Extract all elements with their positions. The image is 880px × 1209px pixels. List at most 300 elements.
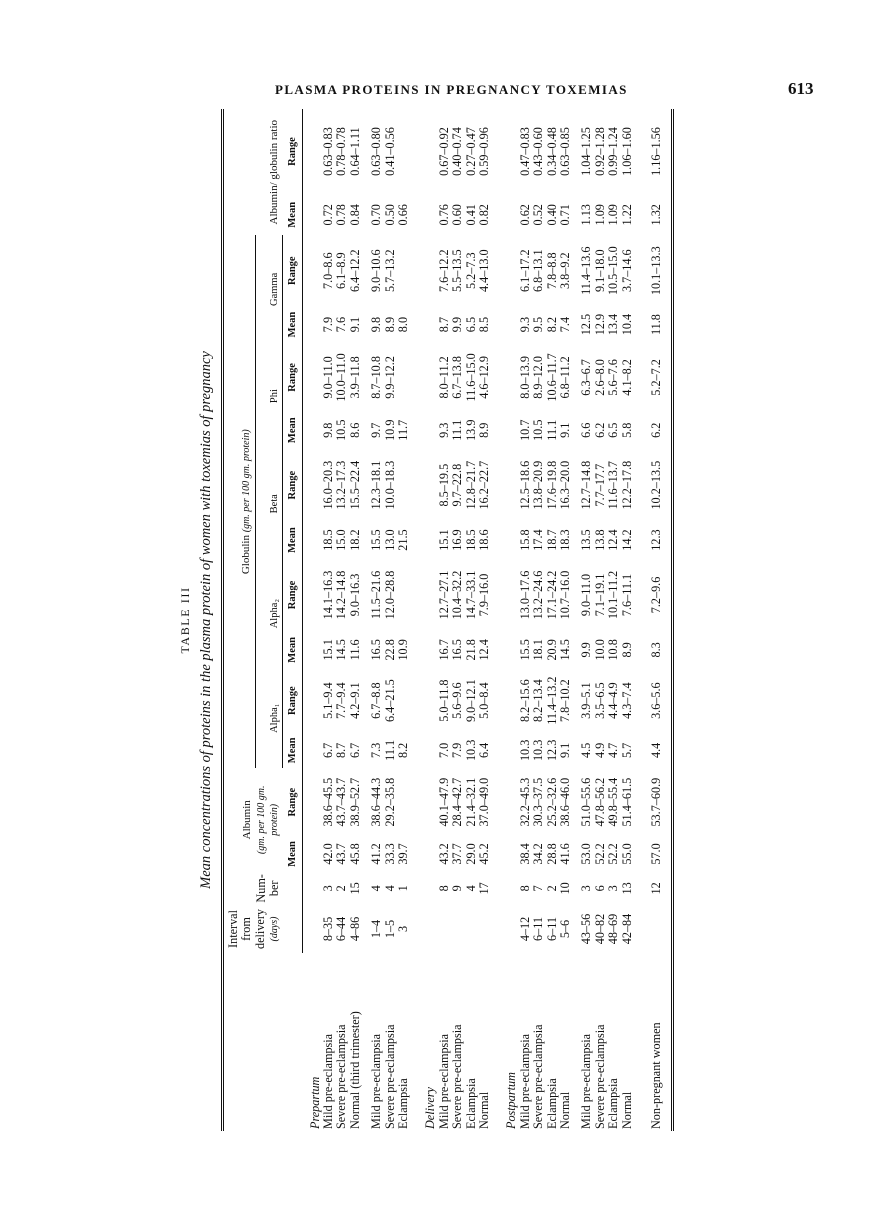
- table-row: [438, 109, 451, 1131]
- cell-g-range: 5.2–7.3: [463, 252, 478, 289]
- cell-alb-range: 37.0–49.0: [477, 777, 491, 827]
- table-row: [607, 109, 620, 1131]
- cell-interval: [465, 905, 478, 953]
- globulin-header: Globulin (gm. per 100 gm. protein): [223, 235, 256, 767]
- cell-n: 6: [592, 885, 607, 892]
- cell-n: 7: [531, 885, 546, 892]
- cell-alb-mean: 41.2: [369, 843, 384, 865]
- cell-a2-mean: 16.5: [450, 639, 465, 661]
- cell-a2-mean: 9.9: [579, 642, 594, 658]
- cell-a1-range: 3.6–5.6: [649, 682, 664, 719]
- cell-phi-mean: 6.5: [606, 422, 621, 438]
- cell-r-mean: 0.52: [531, 204, 546, 226]
- cell-alb-mean: 28.8: [544, 843, 559, 865]
- cell-b-mean: 14.2: [619, 529, 634, 551]
- page-number: 613: [788, 79, 814, 98]
- cell-a2-mean: 11.6: [347, 639, 362, 661]
- cell-b-mean: 13.5: [579, 529, 594, 551]
- cell-phi-mean: 11.1: [544, 419, 559, 441]
- cell-n: 13: [619, 882, 634, 895]
- cell-n: 4: [369, 885, 384, 892]
- cell-r-range: 0.59–0.96: [477, 127, 491, 176]
- cell-alb-range: 38.6–45.5: [320, 777, 335, 827]
- cell-a1-range: 8.2–13.4: [531, 679, 546, 722]
- phi-range-header: Range: [283, 343, 302, 411]
- cell-alb-mean: 37.7: [450, 843, 465, 865]
- cell-g-range: 9.0–10.6: [369, 249, 384, 293]
- cell-r-range: 0.64–1.11: [347, 127, 362, 176]
- cell-a1-mean: 12.3: [544, 739, 559, 762]
- cell-g-range: 10.5–15.0: [606, 246, 621, 296]
- cell-phi-mean: 9.7: [369, 422, 384, 438]
- table-row: [451, 109, 464, 1131]
- cell-phi-range: 4.1–8.2: [619, 359, 634, 396]
- cell-a1-range: 5.0–8.4: [477, 682, 491, 719]
- cell-alb-mean: 45.2: [477, 843, 491, 865]
- cell-b-range: 12.5–18.6: [517, 460, 532, 510]
- col-number-header: Num- ber: [253, 874, 282, 903]
- cell-r-mean: 0.72: [320, 204, 335, 226]
- cell-a1-range: 7.7–9.4: [334, 682, 349, 719]
- cell-a1-mean: 10.3: [463, 739, 478, 762]
- row-label: Eclampsia: [544, 1078, 559, 1129]
- row-label: Severe pre-eclampsia: [334, 1024, 349, 1129]
- cell-phi-mean: 8.6: [347, 422, 362, 438]
- cell-a1-mean: 4.4: [649, 742, 664, 758]
- cell-phi-mean: 11.7: [395, 419, 410, 441]
- cell-a2-range: 14.7–33.1: [463, 570, 478, 620]
- cell-phi-mean: 8.9: [477, 422, 491, 438]
- cell-a2-mean: 21.8: [463, 639, 478, 661]
- cell-g-mean: 6.5: [463, 316, 478, 333]
- cell-alb-mean: 52.2: [592, 843, 607, 865]
- cell-n: 4: [382, 885, 397, 892]
- cell-phi-range: 10.0–11.0: [334, 353, 349, 402]
- cell-n: 3: [579, 885, 594, 892]
- cell-interval: 6–44: [334, 916, 349, 942]
- cell-r-range: 1.06–1.60: [619, 127, 634, 176]
- table-row: [478, 109, 491, 1131]
- cell-b-range: 12.3–18.1: [369, 460, 384, 510]
- cell-interval: 8–35: [320, 916, 335, 942]
- section-title: Postpartum: [504, 1072, 519, 1129]
- cell-alb-range: 51.0–55.6: [579, 777, 594, 827]
- cell-a1-range: 3.5–6.5: [592, 682, 607, 719]
- cell-a1-range: 5.1–9.4: [320, 682, 335, 719]
- cell-g-mean: 9.5: [531, 316, 546, 333]
- table-label: TABLE III: [178, 586, 192, 654]
- cell-phi-mean: 6.6: [579, 422, 594, 438]
- cell-g-mean: 8.2: [544, 316, 559, 333]
- cell-phi-range: 8.0–13.9: [517, 356, 532, 399]
- section-header-row: [491, 109, 518, 1131]
- cell-b-range: 12.2–17.8: [619, 460, 634, 510]
- cell-interval: [438, 905, 451, 953]
- cell-a1-mean: 4.9: [592, 742, 607, 758]
- cell-a2-range: 10.4–32.2: [450, 570, 465, 620]
- cell-a2-range: 14.1–16.3: [320, 570, 335, 620]
- cell-b-mean: 18.5: [463, 529, 478, 551]
- cell-phi-range: 9.0–11.0: [320, 356, 335, 399]
- cell-a1-mean: 10.3: [517, 739, 532, 762]
- gamma-mean-header: Mean: [283, 306, 302, 343]
- cell-b-mean: 15.1: [436, 529, 451, 551]
- cell-r-mean: 0.40: [544, 204, 559, 226]
- row-label: Normal: [619, 1091, 634, 1129]
- cell-alb-range: 21.4–32.1: [463, 777, 478, 827]
- cell-n: 15: [347, 882, 362, 895]
- cell-b-mean: 12.3: [649, 529, 664, 551]
- cell-b-range: 13.2–17.3: [334, 460, 349, 510]
- cell-r-range: 0.92–1.28: [592, 127, 607, 176]
- cell-b-range: 10.0–18.3: [382, 460, 397, 510]
- cell-g-mean: 13.4: [606, 313, 621, 336]
- albumin-header: Albumin (gm. per 100 gm. protein): [241, 785, 281, 855]
- cell-b-range: 9.7–22.8: [450, 463, 465, 507]
- cell-a2-range: 14.2–14.8: [334, 570, 349, 620]
- cell-r-mean: 1.32: [649, 204, 664, 226]
- cell-phi-range: 8.0–11.2: [436, 356, 451, 399]
- table-caption: Mean concentrations of proteins in the plasma protein of women with toxemias of pregnancy: [198, 351, 214, 889]
- cell-g-mean: 8.9: [382, 316, 397, 333]
- cell-b-range: 15.5–22.4: [347, 460, 362, 510]
- cell-a2-mean: 10.8: [606, 639, 621, 661]
- cell-a2-mean: 15.5: [517, 639, 532, 661]
- cell-n: 3: [320, 885, 335, 892]
- cell-interval: 4–86: [347, 916, 362, 942]
- cell-g-range: 6.8–13.1: [531, 249, 546, 293]
- cell-b-mean: 13.8: [592, 529, 607, 551]
- cell-alb-mean: 43.2: [436, 843, 451, 865]
- cell-alb-mean: 45.8: [347, 843, 362, 865]
- cell-phi-range: 8.9–12.0: [531, 356, 546, 399]
- cell-b-range: 8.5–19.5: [436, 463, 451, 507]
- cell-alb-mean: 39.7: [395, 843, 410, 865]
- alpha2-range-header: Range: [283, 559, 302, 632]
- cell-r-mean: 0.82: [477, 204, 491, 226]
- cell-g-range: 3.7–14.6: [619, 249, 634, 293]
- cell-b-range: 12.7–14.8: [579, 460, 594, 510]
- table-row: [519, 109, 532, 1131]
- cell-b-range: 17.6–19.8: [544, 460, 559, 510]
- cell-a1-range: 11.4–13.2: [544, 676, 559, 725]
- cell-g-range: 6.1–8.9: [334, 252, 349, 289]
- cell-r-range: 0.78–0.78: [334, 127, 349, 176]
- cell-interval: 5–6: [558, 919, 573, 939]
- cell-a1-mean: 7.9: [450, 742, 465, 758]
- cell-phi-mean: 10.7: [517, 419, 532, 441]
- cell-g-range: 7.0–8.6: [320, 252, 335, 289]
- cell-a1-mean: 11.1: [382, 739, 397, 761]
- cell-g-mean: 9.3: [517, 316, 532, 333]
- cell-b-range: 7.7–17.7: [592, 463, 607, 507]
- section-title: Delivery: [423, 1087, 438, 1129]
- cell-g-mean: 7.6: [334, 316, 349, 333]
- cell-phi-range: [397, 343, 410, 411]
- alpha1-range-header: Range: [283, 669, 302, 733]
- row-label: Normal: [558, 1091, 573, 1129]
- cell-a1-range: 5.6–9.6: [450, 682, 465, 719]
- cell-phi-mean: 9.1: [558, 422, 573, 438]
- ratio-range-header: Range: [283, 109, 302, 194]
- row-label: Severe pre-eclampsia: [531, 1024, 546, 1129]
- alpha1-mean-header: Mean: [283, 733, 302, 768]
- cell-a1-range: 7.8–10.2: [558, 679, 573, 722]
- cell-phi-mean: 10.5: [334, 419, 349, 441]
- cell-g-range: 4.4–13.0: [477, 249, 491, 293]
- row-label: Mild pre-eclampsia: [436, 1033, 451, 1129]
- cell-b-mean: 13.0: [382, 529, 397, 551]
- cell-n: 8: [517, 885, 532, 892]
- cell-alb-range: 38.6–44.3: [369, 777, 384, 827]
- cell-phi-range: 6.7–13.8: [450, 356, 465, 399]
- table-row: [349, 109, 362, 1131]
- cell-g-range: 3.8–9.2: [558, 252, 573, 289]
- table-row: [546, 109, 559, 1131]
- cell-a1-mean: 8.7: [334, 742, 349, 758]
- cell-a2-mean: 12.4: [477, 639, 491, 661]
- cell-a2-mean: 16.5: [369, 639, 384, 661]
- cell-alb-range: 51.4–61.5: [619, 777, 634, 827]
- table-row: [397, 109, 410, 1131]
- cell-r-range: 0.34–0.48: [544, 127, 559, 176]
- cell-a2-mean: 18.1: [531, 639, 546, 661]
- cell-n: 17: [477, 882, 491, 895]
- row-label: Normal (third trimester): [347, 1011, 362, 1129]
- cell-b-range: 16.2–22.7: [477, 460, 491, 510]
- cell-a2-range: 9.0–16.3: [347, 573, 362, 617]
- cell-a2-range: 12.7–27.1: [436, 570, 451, 620]
- cell-b-range: 16.3–20.0: [558, 460, 573, 510]
- albumin-mean-header: Mean: [283, 836, 302, 871]
- row-label: Severe pre-eclampsia: [382, 1024, 397, 1129]
- cell-alb-mean: 34.2: [531, 843, 546, 865]
- cell-r-range: 0.47–0.83: [517, 127, 532, 176]
- cell-g-mean: 7.9: [320, 316, 335, 333]
- cell-phi-mean: 11.1: [450, 419, 465, 441]
- page-header: [0, 79, 880, 102]
- protein-table: [221, 109, 674, 1131]
- cell-phi-mean: 5.8: [619, 422, 634, 438]
- cell-a2-mean: 10.9: [395, 639, 410, 661]
- cell-alb-range: 49.8–55.4: [606, 777, 621, 827]
- cell-b-mean: 21.5: [395, 529, 410, 551]
- cell-alb-range: 43.7–43.7: [334, 777, 349, 827]
- cell-alb-mean: 53.0: [579, 843, 594, 865]
- cell-b-mean: 18.3: [558, 529, 573, 551]
- beta-header: Beta: [255, 449, 283, 559]
- cell-a1-range: 4.3–7.4: [619, 682, 634, 719]
- table-row: [559, 109, 572, 1131]
- cell-a2-range: 7.1–19.1: [592, 573, 607, 617]
- cell-interval: [478, 905, 491, 953]
- col-blank: [223, 953, 303, 1131]
- cell-g-range: 7.6–12.2: [436, 249, 451, 293]
- cell-r-mean: 0.76: [436, 204, 451, 226]
- row-label: Mild pre-eclampsia: [579, 1033, 594, 1129]
- table-body: [302, 109, 673, 1131]
- cell-b-mean: 15.5: [369, 529, 384, 551]
- cell-a1-mean: 5.7: [619, 742, 634, 758]
- cell-alb-mean: 41.6: [558, 843, 573, 865]
- cell-a1-mean: 6.4: [477, 742, 491, 758]
- cell-alb-range: 38.6–46.0: [558, 777, 573, 827]
- cell-n: 9: [450, 885, 465, 892]
- cell-alb-range: 32.2–45.3: [517, 777, 532, 827]
- cell-r-range: 0.41–0.56: [382, 127, 397, 176]
- cell-r-mean: 0.50: [382, 204, 397, 226]
- cell-b-mean: 18.2: [347, 529, 362, 551]
- cell-phi-mean: 10.9: [382, 419, 397, 441]
- cell-n: 2: [544, 885, 559, 892]
- cell-n: 2: [334, 885, 349, 892]
- cell-g-range: 9.1–18.0: [592, 249, 607, 293]
- cell-n: 3: [606, 885, 621, 892]
- cell-phi-range: 3.9–11.8: [347, 356, 362, 399]
- cell-interval: 40–82: [592, 913, 607, 945]
- cell-a1-mean: 6.7: [347, 742, 362, 758]
- cell-a2-range: [397, 559, 410, 632]
- cell-g-mean: 11.8: [649, 314, 664, 336]
- cell-alb-range: 47.8–56.2: [592, 777, 607, 827]
- beta-range-header: Range: [283, 449, 302, 522]
- cell-phi-range: 5.2–7.2: [649, 359, 664, 396]
- cell-r-range: 0.67–0.92: [436, 127, 451, 176]
- cell-a2-range: 10.7–16.0: [558, 570, 573, 620]
- cell-interval: 1–4: [369, 919, 384, 939]
- running-title: PLASMA PROTEINS IN PREGNANCY TOXEMIAS: [275, 82, 628, 97]
- cell-interval: 42–84: [619, 913, 634, 945]
- row-label: Non-pregnant women: [649, 1022, 664, 1129]
- cell-r-range: 0.63–0.80: [369, 127, 384, 176]
- cell-a2-mean: 14.5: [334, 639, 349, 661]
- cell-a1-mean: 10.3: [531, 739, 546, 762]
- cell-a1-range: 3.9–5.1: [579, 682, 594, 719]
- cell-a1-range: 8.2–15.6: [517, 679, 532, 722]
- row-label: Normal: [477, 1091, 491, 1129]
- cell-a2-range: 11.5–21.6: [369, 570, 384, 620]
- cell-a2-mean: 22.8: [382, 639, 397, 661]
- cell-r-mean: 0.70: [369, 204, 384, 226]
- beta-mean-header: Mean: [283, 521, 302, 558]
- cell-a2-mean: 8.9: [619, 642, 634, 658]
- row-label: Severe pre-eclampsia: [450, 1024, 465, 1129]
- cell-a2-mean: 15.1: [320, 639, 335, 661]
- cell-a2-mean: 8.3: [649, 642, 664, 658]
- cell-r-range: 0.43–0.60: [531, 127, 546, 176]
- table-row: [384, 109, 397, 1131]
- cell-b-range: 11.6–13.7: [606, 461, 621, 510]
- cell-interval: 6–11: [531, 917, 546, 941]
- cell-interval: 43–56: [579, 913, 594, 945]
- table-row: [594, 109, 607, 1131]
- row-label: Mild pre-eclampsia: [320, 1033, 335, 1129]
- cell-a2-range: 9.0–11.0: [579, 573, 594, 617]
- cell-a2-range: 7.9–16.0: [477, 573, 491, 617]
- cell-alb-mean: 55.0: [619, 843, 634, 865]
- alpha1-header: Alpha₁: [255, 669, 283, 768]
- cell-b-mean: 16.9: [450, 529, 465, 551]
- cell-r-mean: 0.62: [517, 204, 532, 226]
- cell-a1-mean: 7.0: [436, 742, 451, 758]
- section-title: Prepartum: [307, 1076, 322, 1129]
- cell-phi-range: 2.6–8.0: [592, 359, 607, 396]
- cell-g-range: 10.1–13.3: [649, 246, 664, 296]
- cell-a1-mean: 4.5: [579, 742, 594, 758]
- cell-alb-range: 29.2–35.8: [382, 777, 397, 827]
- cell-interval: 4–12: [517, 916, 532, 942]
- cell-a2-range: 10.1–11.2: [606, 570, 621, 620]
- cell-r-mean: 0.66: [395, 204, 410, 226]
- row-label: Eclampsia: [606, 1078, 621, 1129]
- cell-g-range: [397, 235, 410, 305]
- cell-a2-range: 12.0–28.8: [382, 570, 397, 620]
- cell-b-mean: 18.7: [544, 529, 559, 551]
- row-label: Mild pre-eclampsia: [517, 1033, 532, 1129]
- alpha2-mean-header: Mean: [283, 631, 302, 668]
- row-label: Eclampsia: [463, 1078, 478, 1129]
- cell-r-range: 0.27–0.47: [463, 127, 478, 176]
- cell-n: 1: [395, 885, 410, 892]
- cell-b-mean: 15.0: [334, 529, 349, 551]
- cell-r-mean: 1.09: [592, 204, 607, 226]
- interval-subheader: [283, 905, 302, 953]
- cell-a1-mean: 6.7: [320, 742, 335, 758]
- cell-phi-range: 6.8–11.2: [558, 356, 573, 399]
- phi-header: Phi: [255, 343, 283, 449]
- number-subheader: [283, 872, 302, 906]
- cell-g-mean: 9.1: [347, 316, 362, 333]
- cell-phi-range: 9.9–12.2: [382, 356, 397, 399]
- cell-g-mean: 8.7: [436, 316, 451, 333]
- cell-phi-range: 8.7–10.8: [369, 356, 384, 399]
- cell-a1-mean: 4.7: [606, 742, 621, 758]
- cell-alb-mean: 33.3: [382, 843, 397, 865]
- albumin-range-header: Range: [283, 768, 302, 836]
- cell-b-range: 10.2–13.5: [649, 460, 664, 510]
- cell-phi-mean: 10.5: [531, 419, 546, 441]
- cell-interval: 3: [395, 925, 410, 933]
- cell-phi-mean: 13.9: [463, 419, 478, 441]
- cell-r-mean: 0.60: [450, 204, 465, 226]
- cell-alb-range: 53.7–60.9: [649, 777, 664, 827]
- cell-r-mean: 0.41: [463, 204, 478, 226]
- cell-alb-mean: 38.4: [517, 843, 532, 865]
- cell-alb-mean: 57.0: [649, 843, 664, 865]
- cell-b-range: 12.8–21.7: [463, 460, 478, 510]
- cell-alb-range: [397, 768, 410, 836]
- cell-r-range: 1.04–1.25: [579, 127, 594, 176]
- col-interval-header: Interval from delivery (days): [226, 909, 281, 949]
- cell-g-mean: 8.5: [477, 316, 491, 333]
- cell-alb-mean: 52.2: [606, 843, 621, 865]
- cell-g-mean: 7.4: [558, 316, 573, 333]
- cell-g-range: 7.8–8.8: [544, 252, 559, 289]
- cell-b-mean: 17.4: [531, 529, 546, 551]
- ratio-mean-header: Mean: [283, 194, 302, 235]
- cell-a1-mean: 8.2: [395, 742, 410, 758]
- cell-b-range: 16.0–20.3: [320, 460, 335, 510]
- cell-g-range: 6.4–12.2: [347, 249, 362, 293]
- cell-alb-range: 30.3–37.5: [531, 777, 546, 827]
- cell-phi-mean: 6.2: [592, 422, 607, 438]
- cell-a1-mean: 9.1: [558, 742, 573, 758]
- cell-phi-range: 10.6–11.7: [544, 353, 559, 402]
- cell-a1-range: 9.0–12.1: [463, 679, 478, 722]
- cell-n: 10: [558, 882, 573, 895]
- cell-alb-range: 38.9–52.7: [347, 777, 362, 827]
- cell-b-range: 13.8–20.9: [531, 460, 546, 510]
